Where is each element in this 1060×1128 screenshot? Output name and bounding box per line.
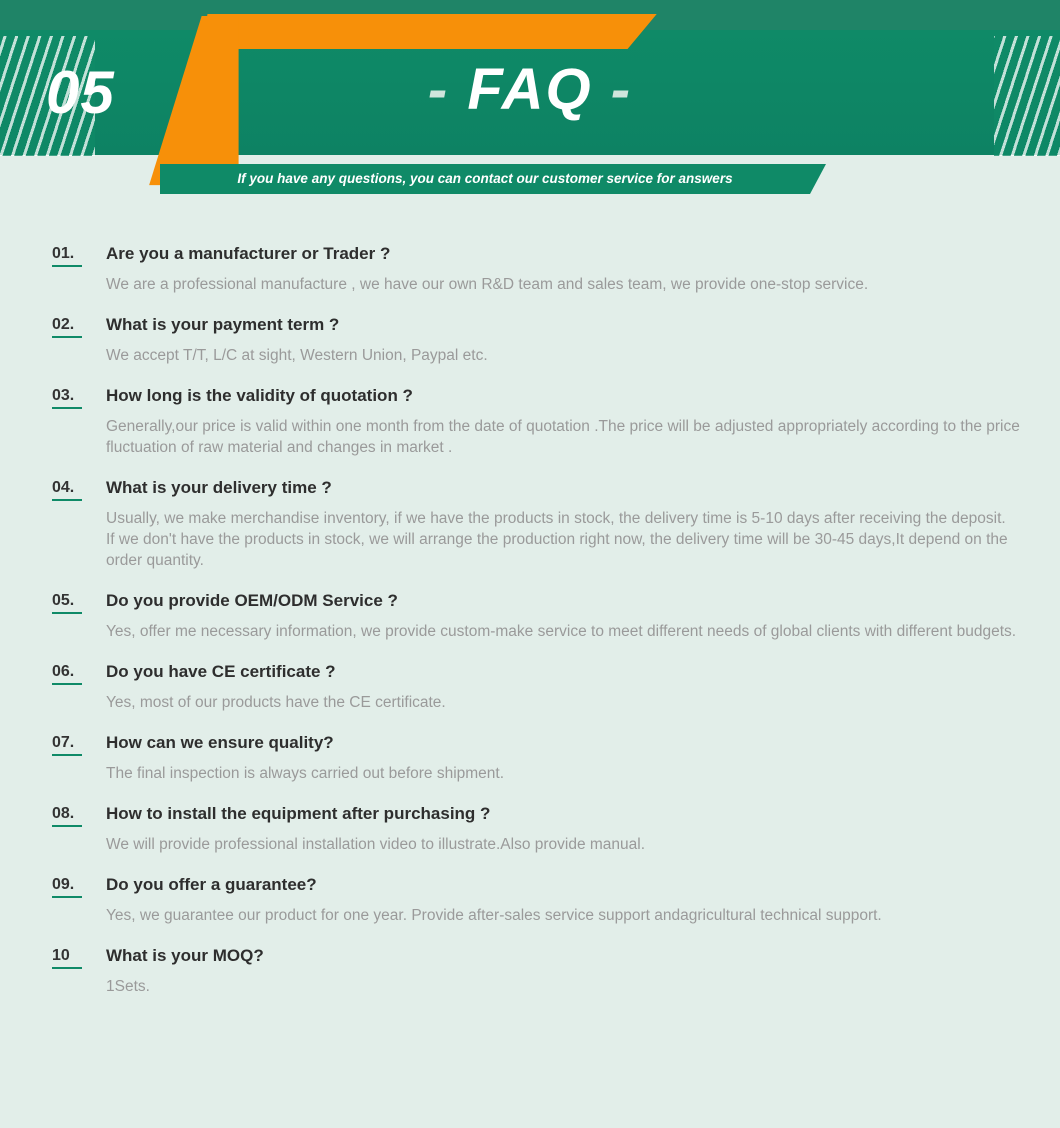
faq-item xyxy=(52,315,1020,366)
faq-list xyxy=(0,200,1060,997)
faq-item-number: 06. xyxy=(52,662,82,685)
faq-item-number: 04. xyxy=(52,478,82,501)
faq-question-row xyxy=(52,478,1020,501)
faq-question-row xyxy=(52,315,1020,338)
faq-item xyxy=(52,244,1020,295)
faq-question-text: How to install the equipment after purchasing ? xyxy=(106,804,491,823)
faq-question-text: Do you have CE certificate ? xyxy=(106,662,336,681)
faq-answer-line: 1Sets. xyxy=(106,978,150,995)
faq-question-row xyxy=(52,875,1020,898)
faq-item-number: 08. xyxy=(52,804,82,827)
faq-answer-text xyxy=(106,905,1020,926)
faq-answer-text xyxy=(106,416,1020,458)
title-text: FAQ xyxy=(467,57,593,122)
faq-item xyxy=(52,591,1020,642)
faq-question-text: Do you provide OEM/ODM Service ? xyxy=(106,591,398,610)
faq-answer-line: We are a professional manufacture , we have our own R&D team and sales team, we provide one-stop service. xyxy=(106,276,869,293)
faq-question-text: Do you offer a guarantee? xyxy=(106,875,317,894)
faq-question-text: How long is the validity of quotation ? xyxy=(106,386,413,405)
faq-question-text: What is your payment term ? xyxy=(106,315,340,334)
faq-item xyxy=(52,662,1020,713)
faq-question-row xyxy=(52,946,1020,969)
faq-answer-line: Yes, we guarantee our product for one year. Provide after-sales service support andagricultural technical support. xyxy=(106,907,882,924)
faq-answer-text xyxy=(106,763,1020,784)
faq-item xyxy=(52,386,1020,458)
faq-item xyxy=(52,875,1020,926)
page-title xyxy=(0,56,1060,123)
faq-answer-text xyxy=(106,345,1020,366)
faq-question-row xyxy=(52,804,1020,827)
faq-answer-line: If we don't have the products in stock, we will arrange the production right now, the delivery time will be 30-45 days,It depend on the order quantity. xyxy=(106,531,1008,569)
faq-item xyxy=(52,946,1020,997)
faq-answer-line: We accept T/T, L/C at sight, Western Union, Paypal etc. xyxy=(106,347,488,364)
faq-item xyxy=(52,804,1020,855)
faq-answer-line: Generally,our price is valid within one month from the date of quotation .The price will be adjusted appropriately according to the price fluctuation of raw material and changes in market . xyxy=(106,418,1020,456)
faq-item-number: 01. xyxy=(52,244,82,267)
faq-answer-line: We will provide professional installation video to illustrate.Also provide manual. xyxy=(106,836,646,853)
faq-item-number: 07. xyxy=(52,733,82,756)
subtitle-bar xyxy=(160,164,810,194)
faq-question-row xyxy=(52,591,1020,614)
faq-item xyxy=(52,733,1020,784)
faq-item-number: 10 xyxy=(52,946,82,969)
faq-question-row xyxy=(52,386,1020,409)
faq-answer-line: The final inspection is always carried out before shipment. xyxy=(106,765,505,782)
faq-question-text: What is your MOQ? xyxy=(106,946,264,965)
faq-item xyxy=(52,478,1020,571)
faq-question-row xyxy=(52,244,1020,267)
faq-answer-line: Usually, we make merchandise inventory, if we have the products in stock, the delivery time is 5-10 days after receiving the deposit. xyxy=(106,510,1006,527)
title-dash-right: - xyxy=(610,57,633,122)
faq-item-number: 03. xyxy=(52,386,82,409)
faq-answer-text xyxy=(106,692,1020,713)
faq-answer-text xyxy=(106,274,1020,295)
title-dash-left: - xyxy=(427,57,450,122)
faq-answer-line: Yes, most of our products have the CE certificate. xyxy=(106,694,446,711)
faq-answer-text xyxy=(106,621,1020,642)
faq-header-banner xyxy=(0,0,1060,200)
faq-item-number: 05. xyxy=(52,591,82,614)
faq-answer-line: Yes, offer me necessary information, we provide custom-make service to meet different needs of global clients with different budgets. xyxy=(106,623,1017,640)
subtitle-text: If you have any questions, you can contact our customer service for answers xyxy=(237,171,733,186)
faq-answer-text xyxy=(106,834,1020,855)
faq-question-row xyxy=(52,733,1020,756)
faq-question-row xyxy=(52,662,1020,685)
faq-question-text: Are you a manufacturer or Trader ? xyxy=(106,244,391,263)
faq-item-number: 02. xyxy=(52,315,82,338)
faq-answer-text xyxy=(106,508,1020,571)
faq-question-text: What is your delivery time ? xyxy=(106,478,332,497)
faq-item-number: 09. xyxy=(52,875,82,898)
section-number: 05 xyxy=(46,59,115,126)
faq-question-text: How can we ensure quality? xyxy=(106,733,334,752)
faq-answer-text xyxy=(106,976,1020,997)
